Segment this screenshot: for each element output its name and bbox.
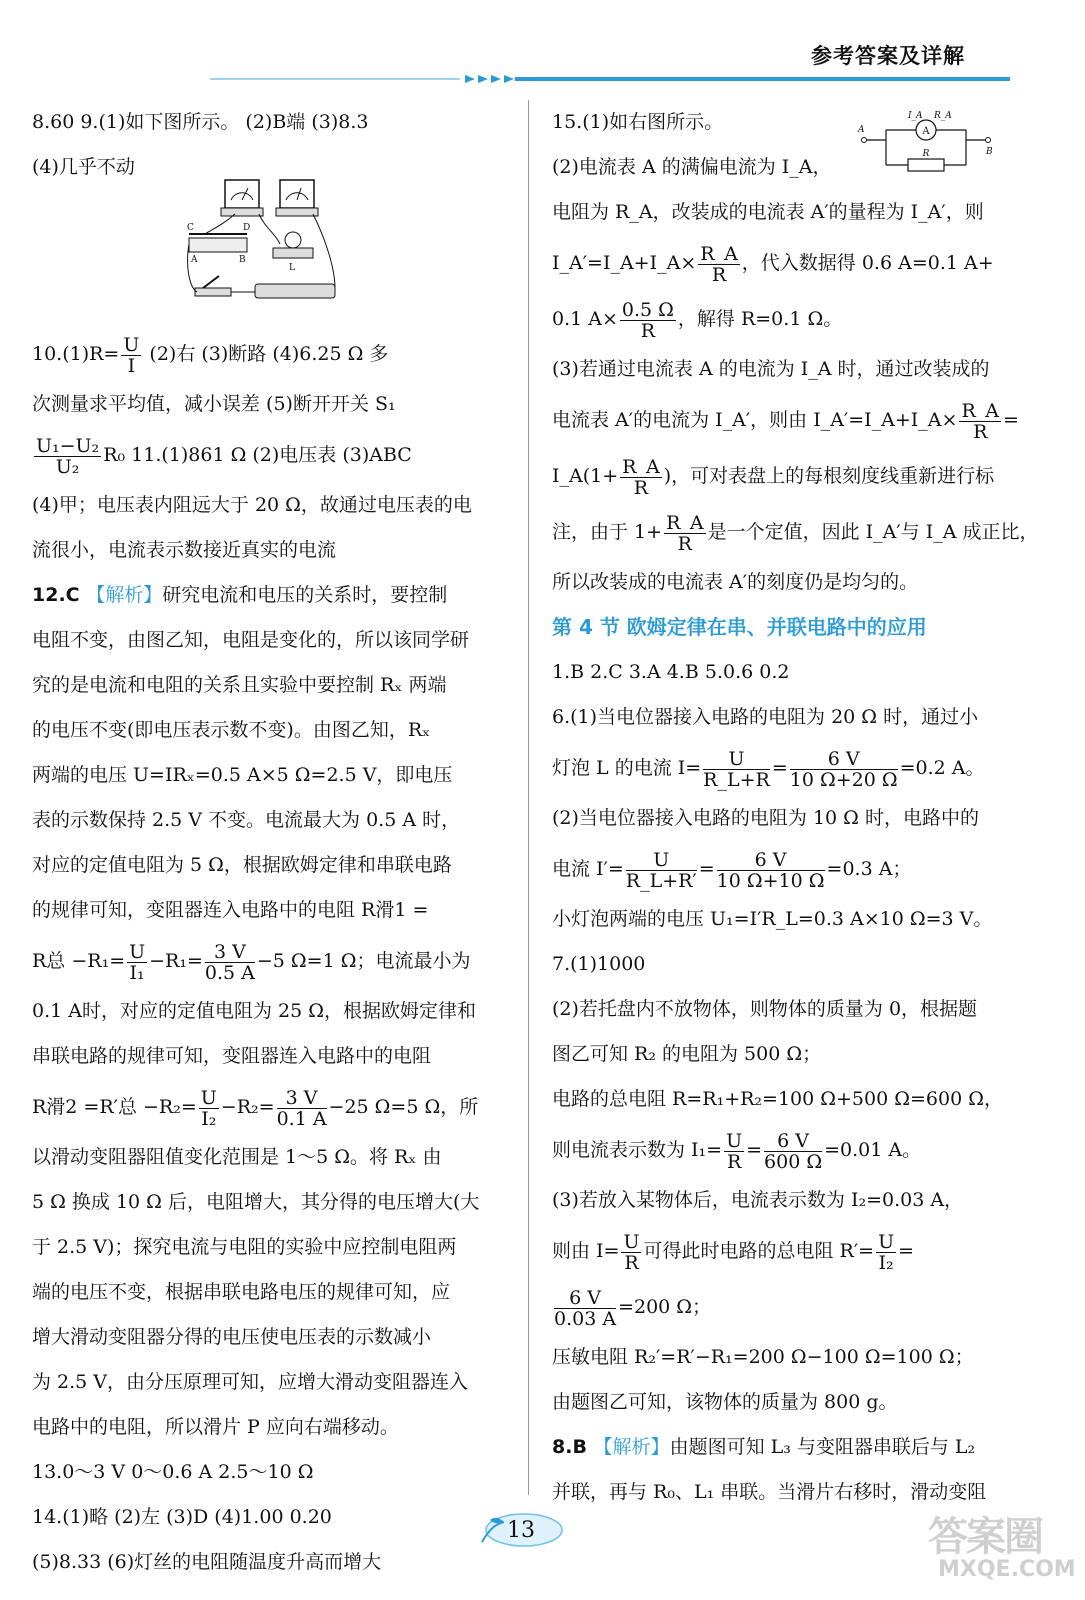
text-line: I_A′=I_A+I_A× $\frac{R\_A}{R}$ ，代入数据得 0.6 A=0.1 A+ (552, 242, 994, 286)
text-line: 则由 I= $\frac{U}{R}$ 可得此时电路的总电阻 R′= $\frac{U}{\text{I₂}}$ = (552, 1230, 915, 1274)
section-title: 第 4 节 欧姆定律在串、并联电路中的应用 (552, 615, 927, 639)
watermark (928, 1505, 1078, 1595)
watermark-logo-text: 答案圈 (928, 1514, 1042, 1560)
text-line: 并联，再与 R₀、L₁ 串联。当滑片右移时，滑动变阻 (552, 1481, 987, 1503)
fraction: $\frac{\text{U₁−U₂}}{\text{U₂}}$ (36, 434, 100, 478)
text-line: (2)若托盘内不放物体，则物体的质量为 0，根据题 (552, 998, 978, 1020)
text-line: 15.(1)如右图所示。 (552, 111, 724, 133)
text-line: (3)若通过电流表 A 的电流为 I_A 时，通过改装成的 (552, 358, 990, 380)
text-line: 所以改装成的电流表 A′的刻度仍是均匀的。 (552, 571, 919, 593)
text-line: (4)甲；电压表内阻远大于 20 Ω，故通过电压表的电 (32, 494, 472, 516)
header-decoration (210, 74, 1010, 84)
text-line: 表的示数保持 2.5 V 不变。电流最大为 0.5 A 时， (32, 809, 461, 831)
text-line: 注，由于 1+ $\frac{R\_A}{R}$ 是一个定值，因此 I_A′与 I_A 成正比， (552, 511, 1039, 555)
svg-text:L: L (289, 263, 295, 273)
analysis-tag: 【解析】 (86, 584, 163, 606)
text-line: 两端的电压 U=IRₓ=0.5 A×5 Ω=2.5 V，即电压 (32, 764, 453, 786)
text-line: 5 Ω 换成 10 Ω 后，电阻增大，其分得的电压增大(大 (32, 1191, 480, 1213)
fraction: $\frac{U}{R\_L+R'}$ (625, 848, 697, 892)
right-column (552, 100, 1052, 1515)
text-line: 由题图乙可知，该物体的质量为 800 g。 (552, 1391, 898, 1413)
text-line: (2)电流表 A 的满偏电流为 I_A， (552, 156, 832, 178)
fraction: $\frac{U}{\text{I₂}}$ (200, 1086, 217, 1130)
text-line: 电路中的电阻，所以滑片 P 应向右端移动。 (32, 1416, 399, 1438)
fraction: $\frac{U}{I}$ (123, 333, 140, 377)
text-line: (4)几乎不动 (32, 156, 135, 178)
text-line: 灯泡 L 的电流 I= $\frac{U}{R\_L+R}$ = $\frac{6 V}{10 \Omega+20 \Omega}$ =0.2 A。 (552, 747, 985, 791)
watermark-url: MXQE.COM (938, 1557, 1076, 1582)
fraction: $\frac{6 V}{10 \Omega+10 \Omega}$ (716, 848, 825, 892)
text-line: (2)当电位器接入电路的电阻为 10 Ω 时，电路中的 (552, 807, 979, 829)
fraction: $\frac{3 V}{0.5 A}$ (204, 940, 255, 984)
text-line: 电阻不变，由图乙知，电阻是变化的，所以该同学研 (32, 629, 470, 651)
fraction: $\frac{U}{R}$ (623, 1230, 640, 1274)
svg-text:D: D (243, 223, 251, 233)
text-line: 电阻为 R_A，改装成的电流表 A′的量程为 I_A′，则 (552, 201, 984, 223)
terminal-a-label: A (858, 125, 865, 135)
text-line: I_A(1+ $\frac{R\_A}{R}$ )，可对表盘上的每根刻度线重新进行标 (552, 455, 995, 499)
text-line: 7.(1)1000 (552, 953, 646, 975)
text-line: 14.(1)略 (2)左 (3)D (4)1.00 0.20 (32, 1506, 332, 1528)
text-line: 图乙可知 R₂ 的电阻为 500 Ω； (552, 1043, 822, 1065)
left-column (32, 100, 510, 1585)
text-line: R总 −R₁= $\frac{U}{\text{I₁}}$ −R₁= $\frac{3 V}{0.5 A}$ −5 Ω=1 Ω；电流最小为 (32, 940, 471, 984)
circuit-experiment-figure (185, 178, 355, 308)
text-line: 电流 I′= $\frac{U}{R\_L+R'}$ = $\frac{6 V}{10 \Omega+10 \Omega}$ =0.3 A； (552, 848, 912, 892)
text-line: 究的是电流和电阻的关系且实验中要控制 Rₓ 两端 (32, 674, 447, 696)
text-line: 的电压不变(即电压表示数不变)。由图乙知，Rₓ (32, 719, 431, 741)
fraction: $\frac{U}{\text{I₁}}$ (129, 940, 146, 984)
text-line: 的规律可知，变阻器连入电路中的电阻 R滑1 = (32, 899, 429, 921)
svg-text:C: C (187, 223, 194, 233)
text-line: 12.C 【解析】研究电流和电压的关系时，要控制 (32, 584, 448, 606)
text-line: 次测量求平均值，减小误差 (5)断开开关 S₁ (32, 393, 396, 415)
text-line: 小灯泡两端的电压 U₁=I′R_L=0.3 A×10 Ω=3 V。 (552, 908, 993, 930)
text-line: 则电流表示数为 I₁= $\frac{U}{R}$ = $\frac{6 V}{600 \Omega}$ =0.01 A。 (552, 1129, 922, 1173)
text-line: 8.60 9.(1)如下图所示。 (2)B端 (3)8.3 (32, 111, 369, 133)
resistor-label: R (922, 149, 930, 159)
fraction: $\frac{6 V}{0.03 A}$ (554, 1286, 617, 1330)
fraction: $\frac{U}{\text{I₂}}$ (878, 1230, 895, 1274)
text-line: 流很小，电流表示数接近真实的电流 (32, 539, 337, 561)
text-line: $\frac{6 V}{0.03 A}$ =200 Ω； (554, 1286, 712, 1330)
fraction: $\frac{R\_A}{R}$ (700, 242, 738, 286)
page-number: 13 (507, 1518, 535, 1543)
text-line: 以滑动变阻器阻值变化范围是 1～5 Ω。将 Rₓ 由 (32, 1146, 442, 1168)
meter-resistance-label: R_A (934, 111, 952, 121)
analysis-tag: 【解析】 (593, 1436, 670, 1458)
text-line: 0.1 A× $\frac{0.5 \Omega}{R}$ ，解得 R=0.1 Ω。 (552, 298, 843, 342)
fraction: $\frac{U}{R}$ (726, 1129, 743, 1173)
column-divider (528, 100, 529, 1495)
text-line: 电流表 A′的电流为 I_A′，则由 I_A′=I_A+I_A× $\frac{R\_A}{R}$ = (552, 399, 1019, 443)
fraction: $\frac{R\_A}{R}$ (961, 399, 999, 443)
text-line: (3)若放入某物体后，电流表示数为 I₂=0.03 A， (552, 1189, 964, 1211)
text-line: 8.B 【解析】由题图可知 L₃ 与变阻器串联后与 L₂ (552, 1436, 976, 1458)
page-number-badge (476, 1510, 566, 1550)
text-line: (5)8.33 (6)灯丝的电阻随温度升高而增大 (32, 1551, 382, 1573)
text-line: $\frac{\text{U₁−U₂}}{\text{U₂}}$ R₀ 11.(1)861 Ω (2)电压表 (3)ABC (36, 434, 412, 478)
ammeter-shunt-circuit (856, 110, 996, 185)
text-line: 对应的定值电阻为 5 Ω，根据欧姆定律和串联电路 (32, 854, 452, 876)
fraction: $\frac{6 V}{600 \Omega}$ (764, 1129, 823, 1173)
svg-text:A: A (191, 255, 198, 265)
text-line: 压敏电阻 R₂′=R′−R₁=200 Ω−100 Ω=100 Ω； (552, 1346, 974, 1368)
text-line: 端的电压不变，根据串联电路电压的规律可知，应 (32, 1281, 451, 1303)
fraction: $\frac{R\_A}{R}$ (666, 511, 704, 555)
header-title: 参考答案及详解 (811, 44, 965, 68)
text-line: R滑2 =R′总 −R₂= $\frac{U}{\text{I₂}}$ −R₂= $\frac{3 V}{0.1 A}$ −25 Ω=5 Ω，所 (32, 1086, 479, 1130)
fraction: $\frac{3 V}{0.1 A}$ (276, 1086, 327, 1130)
text-line: 电路的总电阻 R=R₁+R₂=100 Ω+500 Ω=600 Ω， (552, 1088, 1003, 1110)
fraction: $\frac{6 V}{10 \Omega+20 \Omega}$ (789, 747, 898, 791)
text-line: 6.(1)当电位器接入电路的电阻为 20 Ω 时，通过小 (552, 706, 979, 728)
text-line: 增大滑动变阻器分得的电压使电压表的示数减小 (32, 1326, 432, 1348)
fraction: $\frac{R\_A}{R}$ (622, 455, 660, 499)
fraction: $\frac{U}{R\_L+R}$ (703, 747, 770, 791)
text-line: 于 2.5 V)；探究电流与电阻的实验中应控制电阻两 (32, 1236, 457, 1258)
text-line: 13.0～3 V 0～0.6 A 2.5～10 Ω (32, 1461, 314, 1483)
terminal-b-label: B (986, 147, 993, 157)
fraction: $\frac{0.5 \Omega}{R}$ (621, 298, 674, 342)
text-line: 0.1 A时，对应的定值电阻为 25 Ω，根据欧姆定律和 (32, 1000, 476, 1022)
meter-label: A (922, 126, 930, 137)
text-line: 10.(1)R= $\frac{U}{I}$ (2)右 (3)断路 (4)6.25 Ω 多 (32, 333, 389, 377)
svg-text:B: B (239, 255, 246, 265)
text-line: 1.B 2.C 3.A 4.B 5.0.6 0.2 (552, 661, 790, 683)
current-label: I_A (908, 111, 923, 121)
text-line: 为 2.5 V，由分压原理可知，应增大滑动变阻器连入 (32, 1371, 469, 1393)
text-line: 串联电路的规律可知，变阻器连入电路中的电阻 (32, 1045, 432, 1067)
